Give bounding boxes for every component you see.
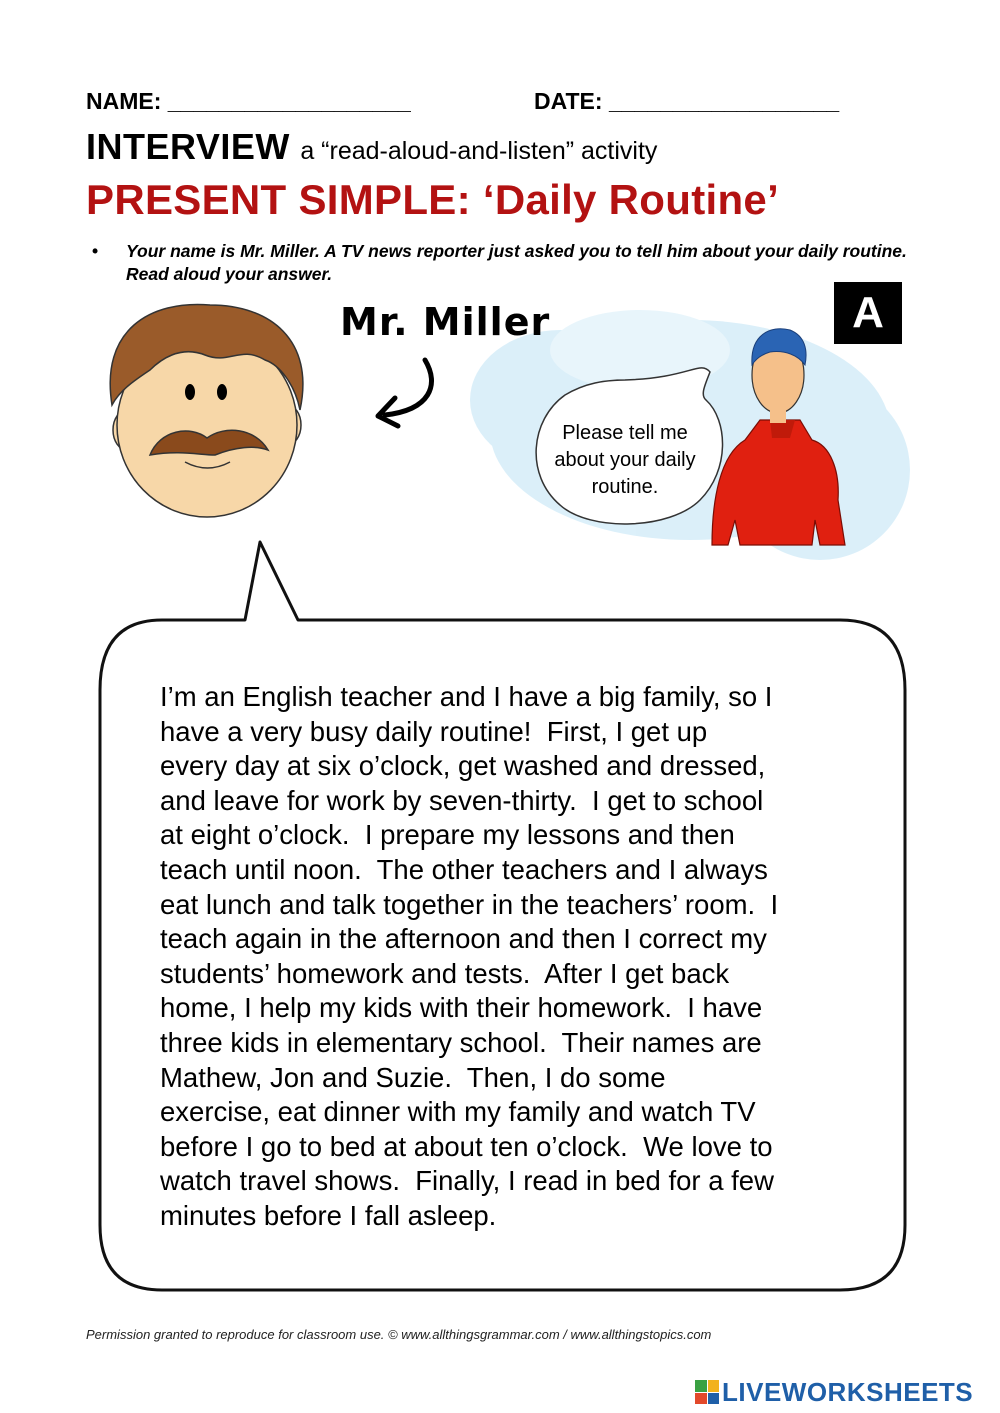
- liveworksheets-brand[interactable]: [695, 1377, 973, 1407]
- brand-name: LIVEWORKSHEETS: [722, 1376, 974, 1407]
- mr-miller-face-icon: [110, 304, 303, 517]
- reporter-question-text: Please tell me about your daily routine.: [554, 422, 696, 498]
- version-badge: A: [834, 282, 902, 344]
- pointer-arrow-icon: [378, 360, 432, 426]
- name-field-label: NAME: ___________________: [86, 88, 411, 114]
- character-name-label: Mr. Miller: [340, 300, 551, 344]
- answer-text: I’m an English teacher and I have a big family, so I have a very busy daily routine! First, I get up every day at six o’clock, get washed and dressed, and leave for work by seven-thirty. I get to school at eight o’clock. I prepare my lessons and then teach until noon. The other teachers and I always eat lunch and talk together in the teachers’ room. I teach again in the afternoon and then I correct my students’ homework and tests. After I get back home, I help my kids with their homework. I have three kids in elementary school. Their names are Mathew, Jon and Suzie. Then, I do some exercise, eat dinner with my family and watch TV before I go to bed at about ten o’clock. We love to watch travel shows. Finally, I read in bed for a few minutes before I fall asleep.: [160, 681, 779, 1231]
- date-field-label: DATE: __________________: [534, 88, 840, 114]
- title-main: INTERVIEW: [86, 126, 290, 167]
- topic-heading: PRESENT SIMPLE: ‘Daily Routine’: [86, 176, 780, 223]
- liveworksheets-logo-icon: [695, 1380, 719, 1404]
- bullet-icon: •: [92, 241, 99, 261]
- instruction-text: Your name is Mr. Miller. A TV news reporter just asked you to tell him about your daily routine. Read aloud your answer.: [126, 241, 907, 284]
- title-subtitle: a “read-aloud-and-listen” activity: [300, 137, 658, 165]
- copyright-footer: Permission granted to reproduce for classroom use. © www.allthingsgrammar.com / www.allthingstopics.com: [86, 1327, 712, 1342]
